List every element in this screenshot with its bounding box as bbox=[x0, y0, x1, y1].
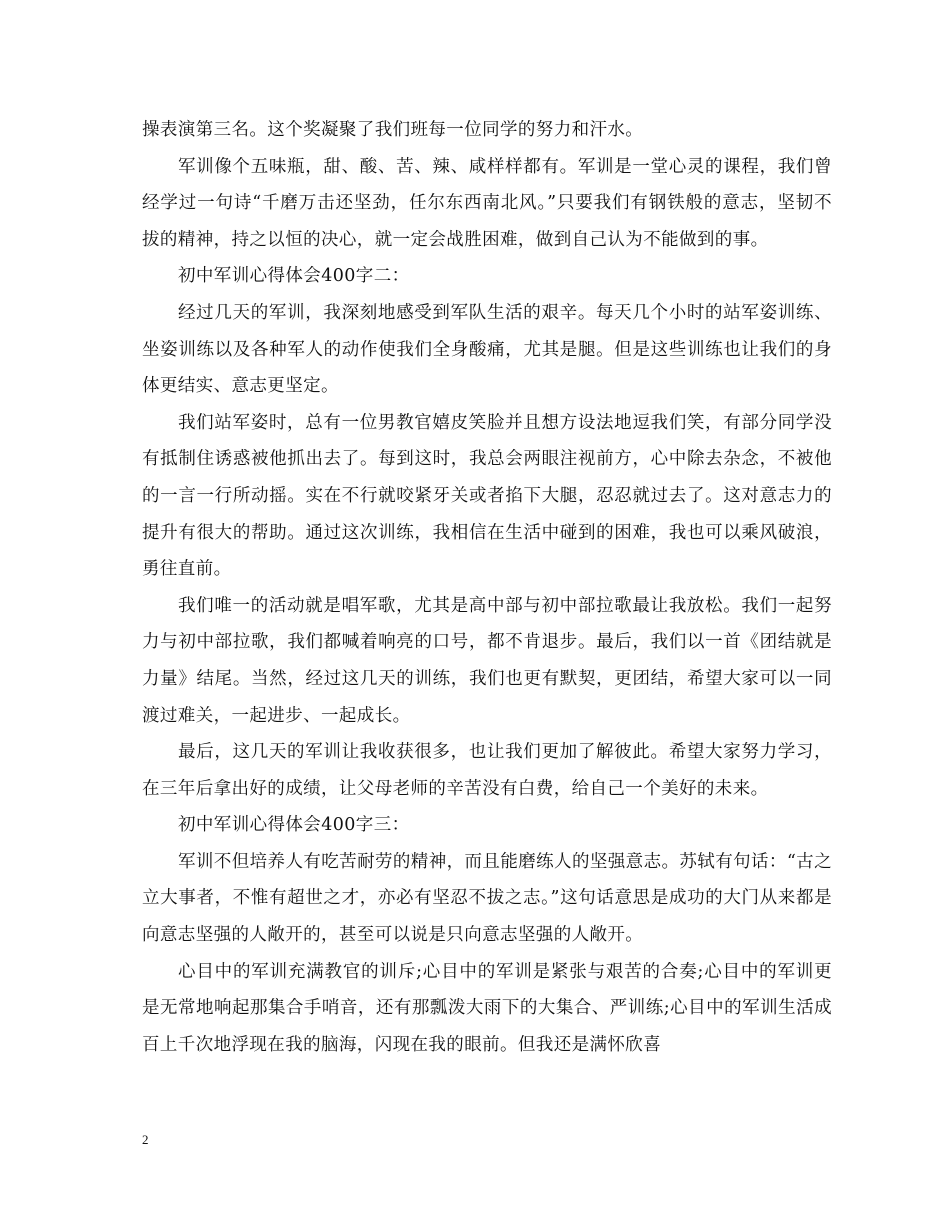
paragraph: 我们站军姿时，总有一位男教官嬉皮笑脸并且想方设法地逗我们笑，有部分同学没有抵制住诱惑被他抓出去了。每到这时，我总会两眼注视前方，心中除去杂念，不被他的一言一行所动摇。实在不行就咬紧牙关或者掐下大腿，忍忍就过去了。这对意志力的提升有很大的帮助。通过这次训练，我相信在生活中碰到的困难，我也可以乘风破浪，勇往直前。 bbox=[142, 412, 832, 580]
paragraph: 经过几天的军训，我深刻地感受到军队生活的艰辛。每天几个小时的站军姿训练、坐姿训练以及各种军人的动作使我们全身酸痛，尤其是腿。但是这些训练也让我们的身体更结实、意志更坚定。 bbox=[142, 302, 832, 397]
document-body bbox=[142, 112, 832, 1063]
paragraph-continuation: 操表演第三名。这个奖凝聚了我们班每一位同学的努力和汗水。 bbox=[142, 120, 644, 140]
page-number: 2 bbox=[142, 1132, 149, 1147]
paragraph: 军训像个五味瓶，甜、酸、苦、辣、咸样样都有。军训是一堂心灵的课程，我们曾经学过一句诗“千磨万击还坚劲，任尔东西南北风。”只要我们有钢铁般的意志，坚韧不拔的精神，持之以恒的决心，就一定会战胜困难，做到自己认为不能做到的事。 bbox=[142, 156, 832, 250]
paragraph: 军训不但培养人有吃苦耐劳的精神，而且能磨练人的坚强意志。苏轼有句话：“古之立大事者，不惟有超世之才，亦必有坚忍不拔之志。”这句话意思是成功的大门从来都是向意志坚强的人敞开的，甚至可以说是只向意志坚强的人敞开。 bbox=[142, 851, 832, 946]
section-heading-two: 初中军训心得体会400字二： bbox=[178, 266, 410, 287]
paragraph: 心目中的军训充满教官的训斥;心目中的军训是紧张与艰苦的合奏;心目中的军训更是无常地响起那集合手哨音，还有那瓢泼大雨下的大集合、严训练;心目中的军训生活成百上千次地浮现在我的脑海，闪现在我的眼前。但我还是满怀欣喜 bbox=[142, 961, 832, 1055]
section-heading-three: 初中军训心得体会400字三： bbox=[178, 815, 410, 836]
paragraph: 我们唯一的活动就是唱军歌，尤其是高中部与初中部拉歌最让我放松。我们一起努力与初中部拉歌，我们都喊着响亮的口号，都不肯退步。最后，我们以一首《团结就是力量》结尾。当然，经过这几天的训练，我们也更有默契，更团结，希望大家可以一同渡过难关，一起进步、一起成长。 bbox=[142, 595, 832, 726]
paragraph: 最后，这几天的军训让我收获很多，也让我们更加了解彼此。希望大家努力学习，在三年后拿出好的成绩，让父母老师的辛苦没有白费，给自己一个美好的未来。 bbox=[142, 742, 832, 799]
